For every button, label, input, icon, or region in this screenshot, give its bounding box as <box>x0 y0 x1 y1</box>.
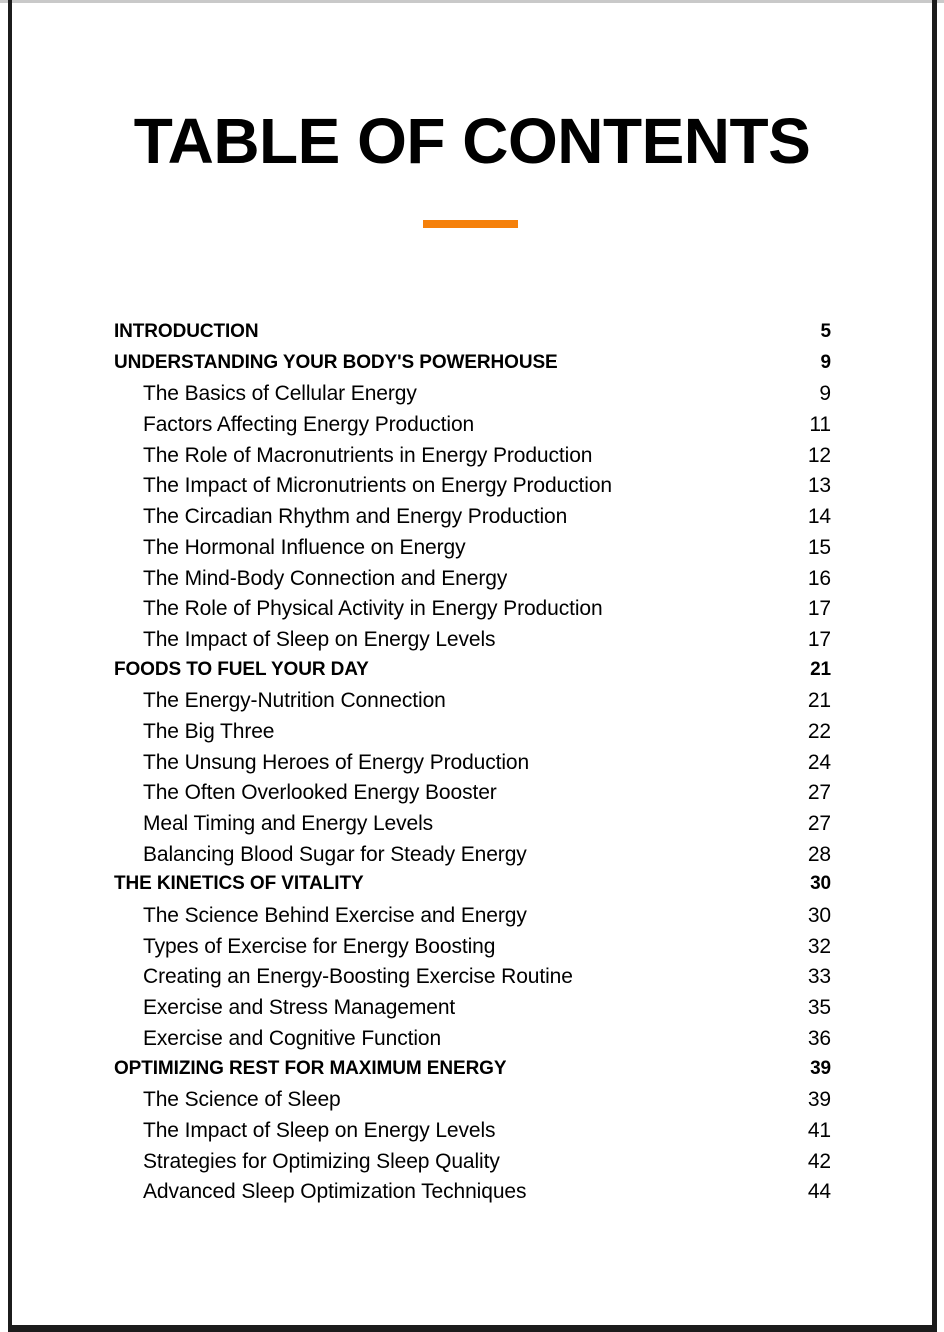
toc-entry-page-number: 5 <box>820 321 831 342</box>
toc-entry-label: The Energy-Nutrition Connection <box>143 689 446 713</box>
toc-entry[interactable] <box>114 536 831 567</box>
page-right-edge <box>932 0 937 1332</box>
toc-entry[interactable] <box>114 720 831 751</box>
toc-entry[interactable] <box>114 1180 831 1211</box>
toc-entry[interactable] <box>114 1150 831 1181</box>
toc-entry[interactable] <box>114 474 831 505</box>
toc-entry[interactable] <box>114 812 831 843</box>
toc-entry-label: The Mind-Body Connection and Energy <box>143 566 508 590</box>
toc-entry-label: FOODS TO FUEL YOUR DAY <box>114 658 369 680</box>
toc-entry-label: The Circadian Rhythm and Energy Production <box>143 505 568 529</box>
toc-entry-page-number: 32 <box>807 934 831 958</box>
toc-entry-label: The Unsung Heroes of Energy Production <box>143 750 530 774</box>
toc-entry-page-number: 9 <box>819 382 831 406</box>
title-divider-rule <box>423 220 518 228</box>
toc-entry[interactable] <box>114 751 831 782</box>
toc-entry-label: The Impact of Sleep on Energy Levels <box>143 1118 496 1142</box>
toc-entry[interactable] <box>114 659 831 690</box>
toc-entry-label: The Role of Macronutrients in Energy Production <box>143 443 593 467</box>
table-of-contents-list <box>114 321 831 1211</box>
toc-entry-label: Strategies for Optimizing Sleep Quality <box>143 1149 500 1173</box>
toc-entry-label: The Big Three <box>143 719 275 743</box>
toc-entry[interactable] <box>114 321 831 352</box>
toc-entry-page-number: 17 <box>807 627 831 651</box>
page-title: TABLE OF CONTENTS <box>133 105 811 177</box>
toc-entry-label: Types of Exercise for Energy Boosting <box>143 934 496 958</box>
toc-entry-label: Exercise and Cognitive Function <box>143 1026 442 1050</box>
toc-entry-label: The Impact of Sleep on Energy Levels <box>143 627 496 651</box>
toc-entry-page-number: 27 <box>807 781 831 805</box>
toc-entry-label: The Hormonal Influence on Energy <box>143 535 466 559</box>
toc-entry-label: The Impact of Micronutrients on Energy Production <box>143 474 612 498</box>
toc-entry-page-number: 21 <box>810 658 831 680</box>
toc-entry-page-number: 39 <box>807 1088 831 1112</box>
toc-entry-page-number: 30 <box>807 904 831 928</box>
toc-entry-page-number: 44 <box>807 1180 831 1204</box>
toc-entry[interactable] <box>114 444 831 475</box>
page-bottom-edge <box>8 1325 937 1332</box>
toc-entry-page-number: 13 <box>807 474 831 498</box>
toc-entry-label: The Science of Sleep <box>143 1088 341 1112</box>
toc-entry-page-number: 22 <box>807 719 831 743</box>
page-sheet <box>12 3 932 1325</box>
toc-entry-label: Advanced Sleep Optimization Techniques <box>143 1180 527 1204</box>
toc-entry-page-number: 33 <box>807 965 831 989</box>
toc-entry-page-number: 41 <box>807 1118 831 1142</box>
toc-entry[interactable] <box>114 781 831 812</box>
toc-entry-label: The Often Overlooked Energy Booster <box>143 781 497 805</box>
toc-entry-page-number: 16 <box>807 566 831 590</box>
toc-entry-page-number: 12 <box>807 443 831 467</box>
toc-entry-page-number: 36 <box>807 1026 831 1050</box>
toc-entry-page-number: 15 <box>807 535 831 559</box>
toc-entry-label: UNDERSTANDING YOUR BODY'S POWERHOUSE <box>114 351 558 373</box>
toc-entry[interactable] <box>114 567 831 598</box>
toc-entry-page-number: 27 <box>807 812 831 835</box>
toc-entry-page-number: 42 <box>807 1149 831 1173</box>
toc-entry[interactable] <box>114 352 831 383</box>
toc-entry[interactable] <box>114 413 831 444</box>
toc-entry-label: Creating an Energy-Boosting Exercise Routine <box>143 965 573 989</box>
toc-entry-page-number: 17 <box>807 597 831 621</box>
toc-entry[interactable] <box>114 1058 831 1089</box>
toc-entry-label: Meal Timing and Energy Levels <box>143 812 434 835</box>
toc-entry-label: OPTIMIZING REST FOR MAXIMUM ENERGY <box>114 1057 507 1079</box>
toc-entry-page-number: 9 <box>820 351 831 373</box>
toc-entry-page-number: 24 <box>807 750 831 774</box>
toc-entry-page-number: 39 <box>810 1057 831 1079</box>
toc-entry[interactable] <box>114 1088 831 1119</box>
toc-entry[interactable] <box>114 904 831 935</box>
toc-entry-page-number: 35 <box>807 996 831 1020</box>
toc-entry-label: THE KINETICS OF VITALITY <box>114 873 364 895</box>
toc-entry[interactable] <box>114 965 831 996</box>
toc-entry-page-number: 21 <box>807 689 831 713</box>
toc-entry-page-number: 30 <box>810 873 831 895</box>
toc-entry-label: The Role of Physical Activity in Energy Production <box>143 597 603 621</box>
toc-entry[interactable] <box>114 1027 831 1058</box>
toc-entry-label: INTRODUCTION <box>114 321 259 342</box>
toc-entry[interactable] <box>114 1119 831 1150</box>
toc-entry[interactable] <box>114 843 831 874</box>
toc-entry-label: Factors Affecting Energy Production <box>143 413 475 437</box>
toc-entry[interactable] <box>114 873 831 904</box>
toc-entry-label: Balancing Blood Sugar for Steady Energy <box>143 842 527 866</box>
toc-entry-label: The Basics of Cellular Energy <box>143 382 417 406</box>
toc-entry[interactable] <box>114 505 831 536</box>
toc-entry[interactable] <box>114 935 831 966</box>
toc-entry-label: The Science Behind Exercise and Energy <box>143 904 527 928</box>
toc-entry[interactable] <box>114 689 831 720</box>
toc-entry-page-number: 14 <box>807 505 831 529</box>
toc-entry[interactable] <box>114 628 831 659</box>
toc-entry-page-number: 11 <box>809 413 831 437</box>
toc-entry-page-number: 28 <box>807 842 831 866</box>
toc-entry-label: Exercise and Stress Management <box>143 996 456 1020</box>
toc-entry[interactable] <box>114 382 831 413</box>
toc-entry[interactable] <box>114 597 831 628</box>
toc-entry[interactable] <box>114 996 831 1027</box>
